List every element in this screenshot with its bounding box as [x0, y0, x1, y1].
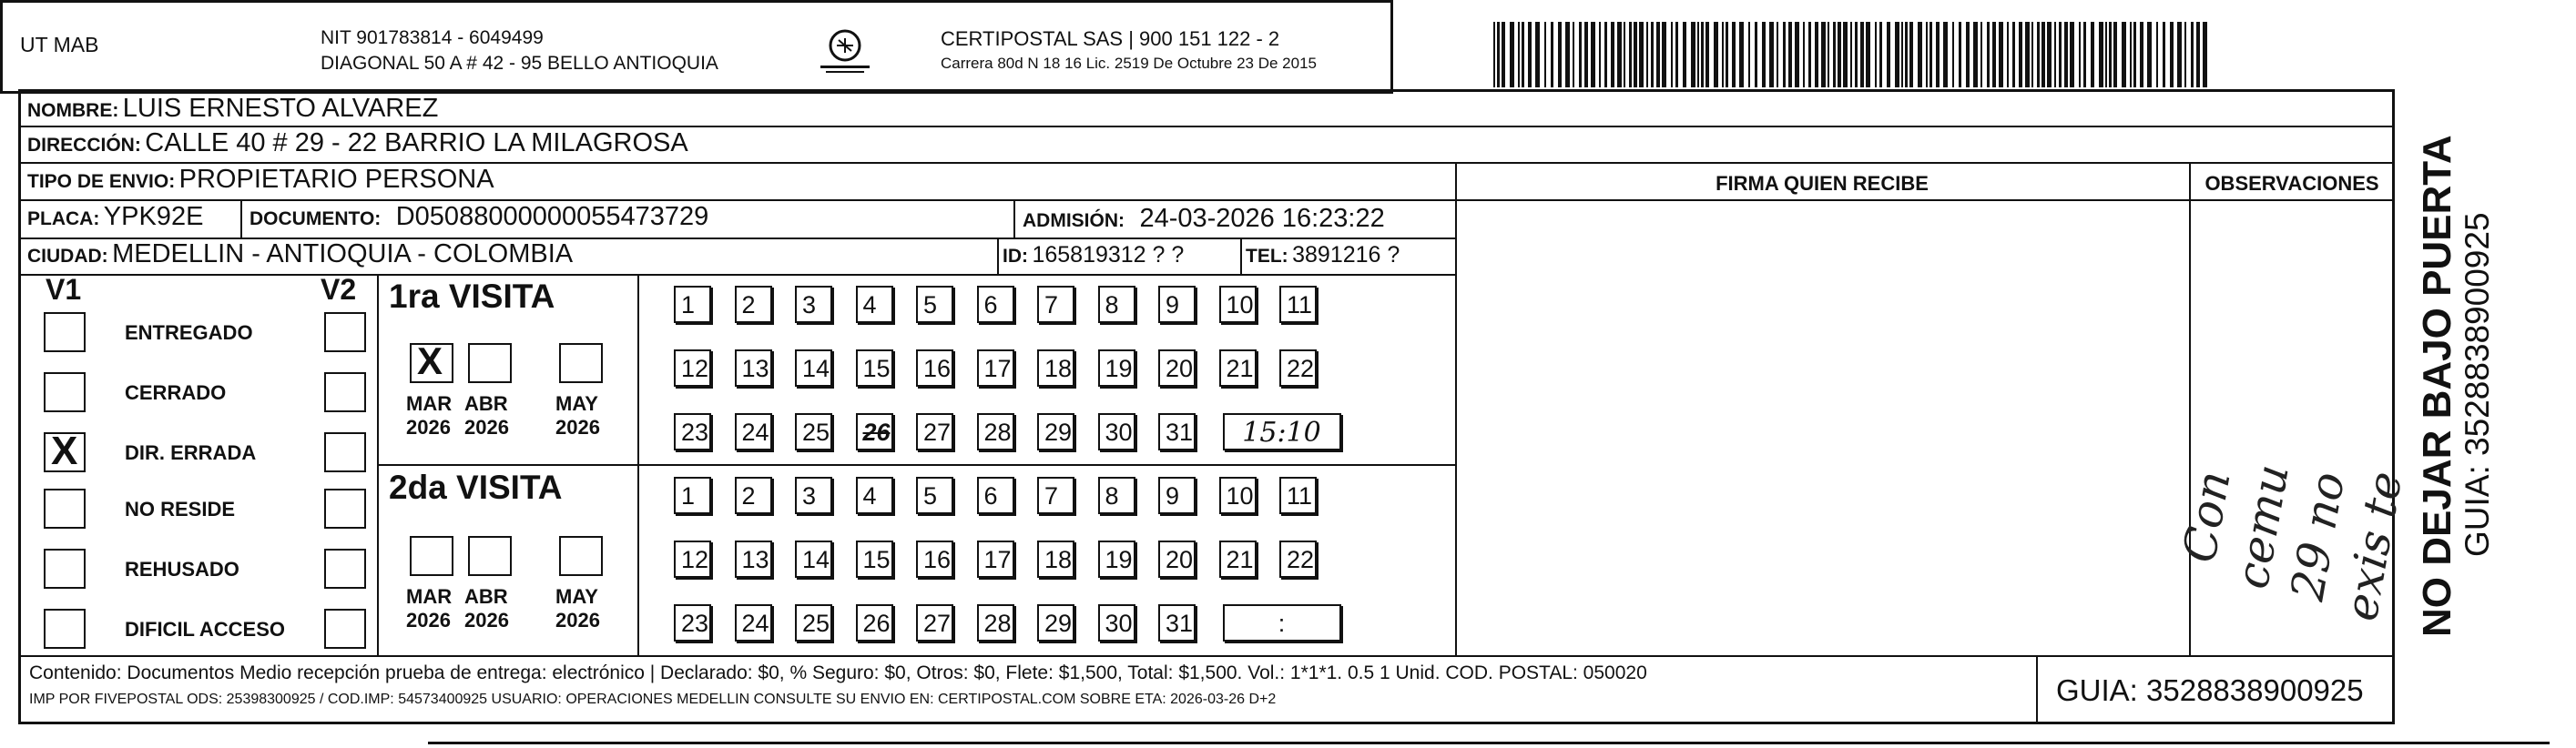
barcode-bar — [1651, 22, 1654, 87]
barcode-bar — [1959, 22, 1961, 87]
barcode-bar — [1895, 22, 1899, 87]
firma-header: FIRMA QUIEN RECIBE — [1716, 172, 1929, 195]
barcode-bar — [1617, 22, 1622, 87]
barcode-bar — [1952, 22, 1954, 87]
barcode-bar — [2047, 22, 2052, 87]
barcode-bar — [2203, 22, 2207, 87]
barcode-bar — [2070, 22, 2074, 87]
barcode-bar — [1701, 22, 1704, 87]
barcode-bar — [2025, 22, 2030, 87]
id-field: ID: 165819312 ? ? — [1003, 242, 1185, 268]
visit1-day-box[interactable]: 25 — [795, 413, 832, 450]
plate-value: YPK92E — [103, 202, 204, 231]
visit2-day-box[interactable]: 23 — [674, 604, 711, 642]
observaciones-header: OBSERVACIONES — [2204, 172, 2379, 195]
barcode-bar — [1599, 22, 1601, 87]
visit2-month-checkbox[interactable] — [468, 536, 512, 576]
visit1-day-box[interactable]: 1 — [674, 286, 711, 323]
visit2-day-box[interactable]: 22 — [1279, 541, 1317, 578]
barcode-bar — [2170, 22, 2174, 87]
v2-label: V2 — [321, 273, 357, 306]
barcode-bar — [2019, 22, 2022, 87]
visit1-day-box[interactable]: 23 — [674, 413, 711, 450]
tel-field: TEL: 3891216 ? — [1246, 242, 1400, 268]
nombre-row: NOMBRE: LUIS ERNESTO ALVAREZ — [27, 94, 439, 123]
visit1-title: 1ra VISITA — [389, 278, 555, 315]
barcode-bar — [1828, 22, 1829, 87]
barcode-bar — [1697, 22, 1699, 87]
status-v2-checkbox[interactable] — [324, 372, 366, 412]
barcode-bar — [1671, 22, 1673, 87]
visit1-day-box[interactable]: 4 — [856, 286, 893, 323]
barcode-bar — [2130, 22, 2132, 87]
visit2-day-box[interactable]: 12 — [674, 541, 711, 578]
barcode-bar — [1726, 22, 1728, 87]
barcode-bar — [1850, 22, 1852, 87]
barcode-bar — [2099, 22, 2103, 87]
visit2-day-box[interactable]: 21 — [1219, 541, 1257, 578]
barcode-bar — [1926, 22, 1928, 87]
barcode-bar — [1634, 22, 1637, 87]
barcode-bar — [1803, 22, 1805, 87]
barcode-bar — [1497, 22, 1500, 87]
barcode-icon — [1493, 22, 2213, 87]
visit1-day-box[interactable]: 13 — [735, 349, 772, 387]
barcode-bar — [2122, 22, 2126, 87]
admision-field: ADMISIÓN: 24-03-2026 16:23:22 — [1023, 204, 1385, 233]
barcode-bar — [1808, 22, 1811, 87]
barcode-bar — [2105, 22, 2107, 87]
tel-value: 3891216 ? — [1292, 242, 1400, 268]
recipient-name: LUIS ERNESTO ALVAREZ — [122, 94, 439, 123]
barcode-bar — [1646, 22, 1648, 87]
visit2-month-checkbox[interactable] — [410, 536, 453, 576]
barcode-bar — [1833, 22, 1836, 87]
barcode-bar — [1675, 22, 1678, 87]
barcode-bar — [1691, 22, 1695, 87]
status-v1-checkbox[interactable] — [44, 372, 86, 412]
barcode-bar — [2054, 22, 2056, 87]
visit2-day-box[interactable]: 27 — [916, 604, 953, 642]
visit1-month-year: 2026 — [555, 416, 600, 439]
visit2-day-box[interactable]: 15 — [856, 541, 893, 578]
check-mark: X — [51, 429, 78, 473]
ciudad-field: CIUDAD: MEDELLIN - ANTIOQUIA - COLOMBIA — [27, 239, 574, 268]
barcode-bar — [2083, 22, 2086, 87]
visit2-day-box[interactable]: 30 — [1098, 604, 1135, 642]
status-v2-checkbox[interactable] — [324, 432, 366, 472]
visit2-day-box[interactable]: 1 — [674, 477, 711, 514]
barcode-bar — [1510, 22, 1514, 87]
visit1-day-box[interactable]: 17 — [977, 349, 1014, 387]
barcode-bar — [2109, 22, 2112, 87]
barcode-bar — [1879, 22, 1882, 87]
status-label: DIFICIL ACCESO — [125, 618, 286, 641]
barcode-bar — [2064, 22, 2068, 87]
barcode-bar — [1905, 22, 1908, 87]
barcode-bar — [2156, 22, 2158, 87]
barcode-bar — [1662, 22, 1666, 87]
status-v2-checkbox[interactable] — [324, 489, 366, 529]
visit1-day-box[interactable]: 21 — [1219, 349, 1257, 387]
barcode-bar — [2012, 22, 2015, 87]
visit2-month-label: ABR — [464, 585, 508, 608]
visit1-month-checkbox[interactable] — [410, 339, 453, 383]
visit1-month-label: MAY — [555, 392, 598, 415]
status-v2-checkbox[interactable] — [324, 549, 366, 589]
document-value: D05088000000055473729 — [395, 202, 709, 231]
status-v1-checkbox[interactable] — [44, 489, 86, 529]
visit1-day-box[interactable]: 18 — [1037, 349, 1074, 387]
barcode-bar — [1788, 22, 1792, 87]
barcode-bar — [2079, 22, 2081, 87]
barcode-bar — [1929, 22, 1932, 87]
visit1-month-label: MAR — [406, 392, 453, 415]
status-v1-checkbox[interactable] — [44, 429, 86, 473]
no-dejar-bajo-puerta: NO DEJAR BAJO PUERTA — [2415, 135, 2459, 637]
footer-guia: GUIA: 3528838900925 — [2056, 673, 2364, 707]
visit1-day-box[interactable]: 9 — [1158, 286, 1196, 323]
status-v1-checkbox[interactable] — [44, 312, 86, 352]
barcode-bar — [2007, 22, 2009, 87]
footer-content: Contenido: Documentos Medio recepción prueba de entrega: electrónico | Declarado: $0, % Seguro: $0, Otros: $0, Flete: $1,500, Total: $1,500. Vol.: 1*1*1. 0.5 1 Unid. COD. POSTAL: 050020 — [29, 662, 1647, 683]
visit2-day-box[interactable]: 4 — [856, 477, 893, 514]
status-v1-checkbox[interactable] — [44, 549, 86, 589]
barcode-bar — [1887, 22, 1890, 87]
visit1-day-box[interactable]: 15 — [856, 349, 893, 387]
status-label: NO RESIDE — [125, 498, 236, 521]
barcode-bar — [1901, 22, 1903, 87]
company-nit: NIT 901783814 - 6049499 — [321, 27, 544, 48]
barcode-bar — [1769, 22, 1774, 87]
status-v2-checkbox[interactable] — [324, 312, 366, 352]
barcode-bar — [2140, 22, 2143, 87]
visit1-day-box[interactable]: 16 — [916, 349, 953, 387]
barcode-bar — [2133, 22, 2136, 87]
barcode-bar — [2031, 22, 2033, 87]
visit2-day-box[interactable]: 9 — [1158, 477, 1196, 514]
visit2-day-box[interactable]: 5 — [916, 477, 953, 514]
barcode-bar — [1629, 22, 1632, 87]
barcode-bar — [1783, 22, 1786, 87]
barcode-bar — [2196, 22, 2200, 87]
visit1-day-box[interactable]: 26 — [856, 413, 893, 450]
barcode-bar — [1604, 22, 1607, 87]
observaciones-handwriting: Con cemu 29 no exis te — [2173, 460, 2413, 625]
barcode-bar — [2147, 22, 2152, 87]
barcode-bar — [2163, 22, 2165, 87]
barcode-bar — [1573, 22, 1574, 87]
visit2-month-year: 2026 — [555, 609, 600, 632]
visit2-day-box[interactable]: 11 — [1279, 477, 1317, 514]
status-v1-checkbox[interactable] — [44, 609, 86, 649]
visit2-day-box[interactable]: 25 — [795, 604, 832, 642]
barcode-bar — [1855, 22, 1858, 87]
placa-field: PLACA: YPK92E — [27, 202, 204, 231]
visit2-day-box[interactable]: 14 — [795, 541, 832, 578]
carrier-license: Carrera 80d N 18 16 Lic. 2519 De Octubre 23 De 2015 — [941, 55, 1317, 72]
visit2-day-box[interactable]: 6 — [977, 477, 1014, 514]
visit1-day-box[interactable]: 7 — [1037, 286, 1074, 323]
documento-field: DOCUMENTO: D05088000000055473729 — [249, 202, 709, 231]
barcode-bar — [1705, 22, 1709, 87]
visit2-title: 2da VISITA — [389, 469, 563, 506]
visit1-day-box[interactable]: 12 — [674, 349, 711, 387]
barcode-bar — [1980, 22, 1982, 87]
barcode-bar — [1639, 22, 1644, 87]
tipo-envio-row: TIPO DE ENVIO: PROPIETARIO PERSONA — [27, 165, 494, 194]
visit2-day-box[interactable]: 20 — [1158, 541, 1196, 578]
visit2-time-box[interactable]: : — [1223, 604, 1341, 642]
visit1-time-box[interactable]: 15:10 — [1223, 413, 1341, 450]
barcode-bar — [1544, 22, 1546, 87]
barcode-bar — [1535, 22, 1540, 87]
barcode-bar — [1656, 22, 1660, 87]
shipment-type: PROPIETARIO PERSONA — [178, 165, 494, 194]
barcode-bar — [1722, 22, 1724, 87]
certipostal-logo — [817, 29, 873, 76]
recipient-address: CALLE 40 # 29 - 22 BARRIO LA MILAGROSA — [145, 128, 688, 157]
barcode-bar — [1909, 22, 1913, 87]
visit1-day-box[interactable]: 19 — [1098, 349, 1135, 387]
barcode-bar — [1992, 22, 1996, 87]
visit2-month-year: 2026 — [464, 609, 509, 632]
barcode-bar — [1755, 22, 1757, 87]
visit2-day-box[interactable]: 7 — [1037, 477, 1074, 514]
visit2-day-box[interactable]: 18 — [1037, 541, 1074, 578]
side-guia: GUIA: 3528838900925 — [2459, 212, 2496, 557]
footer-print-info: IMP POR FIVEPOSTAL ODS: 25398300925 / COD.IMP: 54573400925 USUARIO: OPERACIONES MEDELLIN CONSULTE SU ENVIO EN: CERTIPOSTAL.COM SOBRE ETA: 2026-03-26 D+2 — [29, 692, 1277, 707]
barcode-bar — [1732, 22, 1736, 87]
barcode-bar — [1522, 22, 1524, 87]
visit1-month-checkbox[interactable] — [468, 343, 512, 383]
barcode-bar — [1795, 22, 1799, 87]
visit1-day-box[interactable]: 31 — [1158, 413, 1196, 450]
barcode-bar — [1502, 22, 1505, 87]
barcode-bar — [1860, 22, 1864, 87]
barcode-bar — [1558, 22, 1562, 87]
check-mark: X — [417, 339, 443, 382]
visit1-day-box[interactable]: 22 — [1279, 349, 1317, 387]
visit1-day-box[interactable]: 14 — [795, 349, 832, 387]
barcode-bar — [1999, 22, 2003, 87]
barcode-bar — [1815, 22, 1818, 87]
visit2-day-box[interactable]: 19 — [1098, 541, 1135, 578]
visit2-day-box[interactable]: 17 — [977, 541, 1014, 578]
barcode-bar — [1714, 22, 1718, 87]
visit1-month-year: 2026 — [464, 416, 509, 439]
visit2-day-box[interactable]: 26 — [856, 604, 893, 642]
id-value: 165819312 ? ? — [1032, 242, 1185, 268]
barcode-bar — [1918, 22, 1922, 87]
visit2-day-box[interactable]: 2 — [735, 477, 772, 514]
barcode-bar — [2041, 22, 2045, 87]
visit1-day-box[interactable]: 3 — [795, 286, 832, 323]
city-value: MEDELLIN - ANTIOQUIA - COLOMBIA — [112, 239, 574, 268]
visit1-month-checkbox[interactable] — [559, 343, 603, 383]
barcode-bar — [1493, 22, 1495, 87]
visit2-day-box[interactable]: 3 — [795, 477, 832, 514]
barcode-bar — [1987, 22, 1990, 87]
status-label: REHUSADO — [125, 558, 239, 581]
visit1-day-box[interactable]: 20 — [1158, 349, 1196, 387]
barcode-bar — [1624, 22, 1625, 87]
barcode-bar — [1748, 22, 1750, 87]
barcode-bar — [1936, 22, 1940, 87]
barcode-bar — [1611, 22, 1614, 87]
visit1-day-box[interactable]: 8 — [1098, 286, 1135, 323]
barcode-bar — [1591, 22, 1595, 87]
visit2-month-checkbox[interactable] — [559, 536, 603, 576]
visit2-day-box[interactable]: 8 — [1098, 477, 1135, 514]
visit2-month-label: MAR — [406, 585, 453, 608]
barcode-bar — [1551, 22, 1553, 87]
admission-value: 24-03-2026 16:23:22 — [1139, 204, 1385, 233]
visit2-day-box[interactable]: 16 — [916, 541, 953, 578]
barcode-bar — [1777, 22, 1778, 87]
carrier-name: CERTIPOSTAL SAS | 900 151 122 - 2 — [941, 27, 1280, 50]
barcode-bar — [1584, 22, 1588, 87]
direccion-row: DIRECCIÓN: CALLE 40 # 29 - 22 BARRIO LA MILAGROSA — [27, 128, 688, 157]
barcode-bar — [1821, 22, 1826, 87]
status-v2-checkbox[interactable] — [324, 609, 366, 649]
barcode-bar — [1866, 22, 1870, 87]
visit2-day-box[interactable]: 28 — [977, 604, 1014, 642]
barcode-bar — [1518, 22, 1520, 87]
visit1-day-box[interactable]: 2 — [735, 286, 772, 323]
visit1-day-box[interactable]: 30 — [1098, 413, 1135, 450]
barcode-bar — [2059, 22, 2062, 87]
barcode-bar — [1875, 22, 1877, 87]
status-label: DIR. ERRADA — [125, 441, 257, 464]
v1-label: V1 — [46, 273, 82, 306]
status-label: CERRADO — [125, 381, 227, 404]
status-label: ENTREGADO — [125, 321, 253, 344]
barcode-bar — [2184, 22, 2186, 87]
barcode-bar — [2191, 22, 2194, 87]
barcode-bar — [2113, 22, 2117, 87]
company-name: UT MAB — [20, 33, 99, 56]
barcode-bar — [2091, 22, 2094, 87]
visit2-day-box[interactable]: 29 — [1037, 604, 1074, 642]
visit2-month-year: 2026 — [406, 609, 451, 632]
visit1-month-year: 2026 — [406, 416, 451, 439]
visit2-month-label: MAY — [555, 585, 598, 608]
barcode-bar — [1683, 22, 1686, 87]
visit1-month-label: ABR — [464, 392, 508, 415]
barcode-bar — [1966, 22, 1970, 87]
barcode-bar — [2037, 22, 2040, 87]
barcode-bar — [1739, 22, 1744, 87]
visit2-day-box[interactable]: 31 — [1158, 604, 1196, 642]
visit1-day-box[interactable]: 28 — [977, 413, 1014, 450]
visit1-day-box[interactable]: 11 — [1279, 286, 1317, 323]
barcode-bar — [1973, 22, 1978, 87]
company-address: DIAGONAL 50 A # 42 - 95 BELLO ANTIOQUIA — [321, 53, 718, 74]
barcode-bar — [1565, 22, 1570, 87]
visit1-day-box[interactable]: 5 — [916, 286, 953, 323]
barcode-bar — [1943, 22, 1948, 87]
barcode-bar — [1579, 22, 1582, 87]
visit1-day-box[interactable]: 27 — [916, 413, 953, 450]
barcode-bar — [1843, 22, 1848, 87]
visit1-day-box[interactable]: 29 — [1037, 413, 1074, 450]
barcode-bar — [1838, 22, 1841, 87]
barcode-bar — [1528, 22, 1532, 87]
barcode-bar — [1762, 22, 1766, 87]
visit2-day-box[interactable]: 24 — [735, 604, 772, 642]
visit1-day-box[interactable]: 10 — [1219, 286, 1257, 323]
barcode-bar — [2177, 22, 2182, 87]
visit1-day-box[interactable]: 24 — [735, 413, 772, 450]
visit2-day-box[interactable]: 10 — [1219, 477, 1257, 514]
visit1-day-box[interactable]: 6 — [977, 286, 1014, 323]
visit2-day-box[interactable]: 13 — [735, 541, 772, 578]
